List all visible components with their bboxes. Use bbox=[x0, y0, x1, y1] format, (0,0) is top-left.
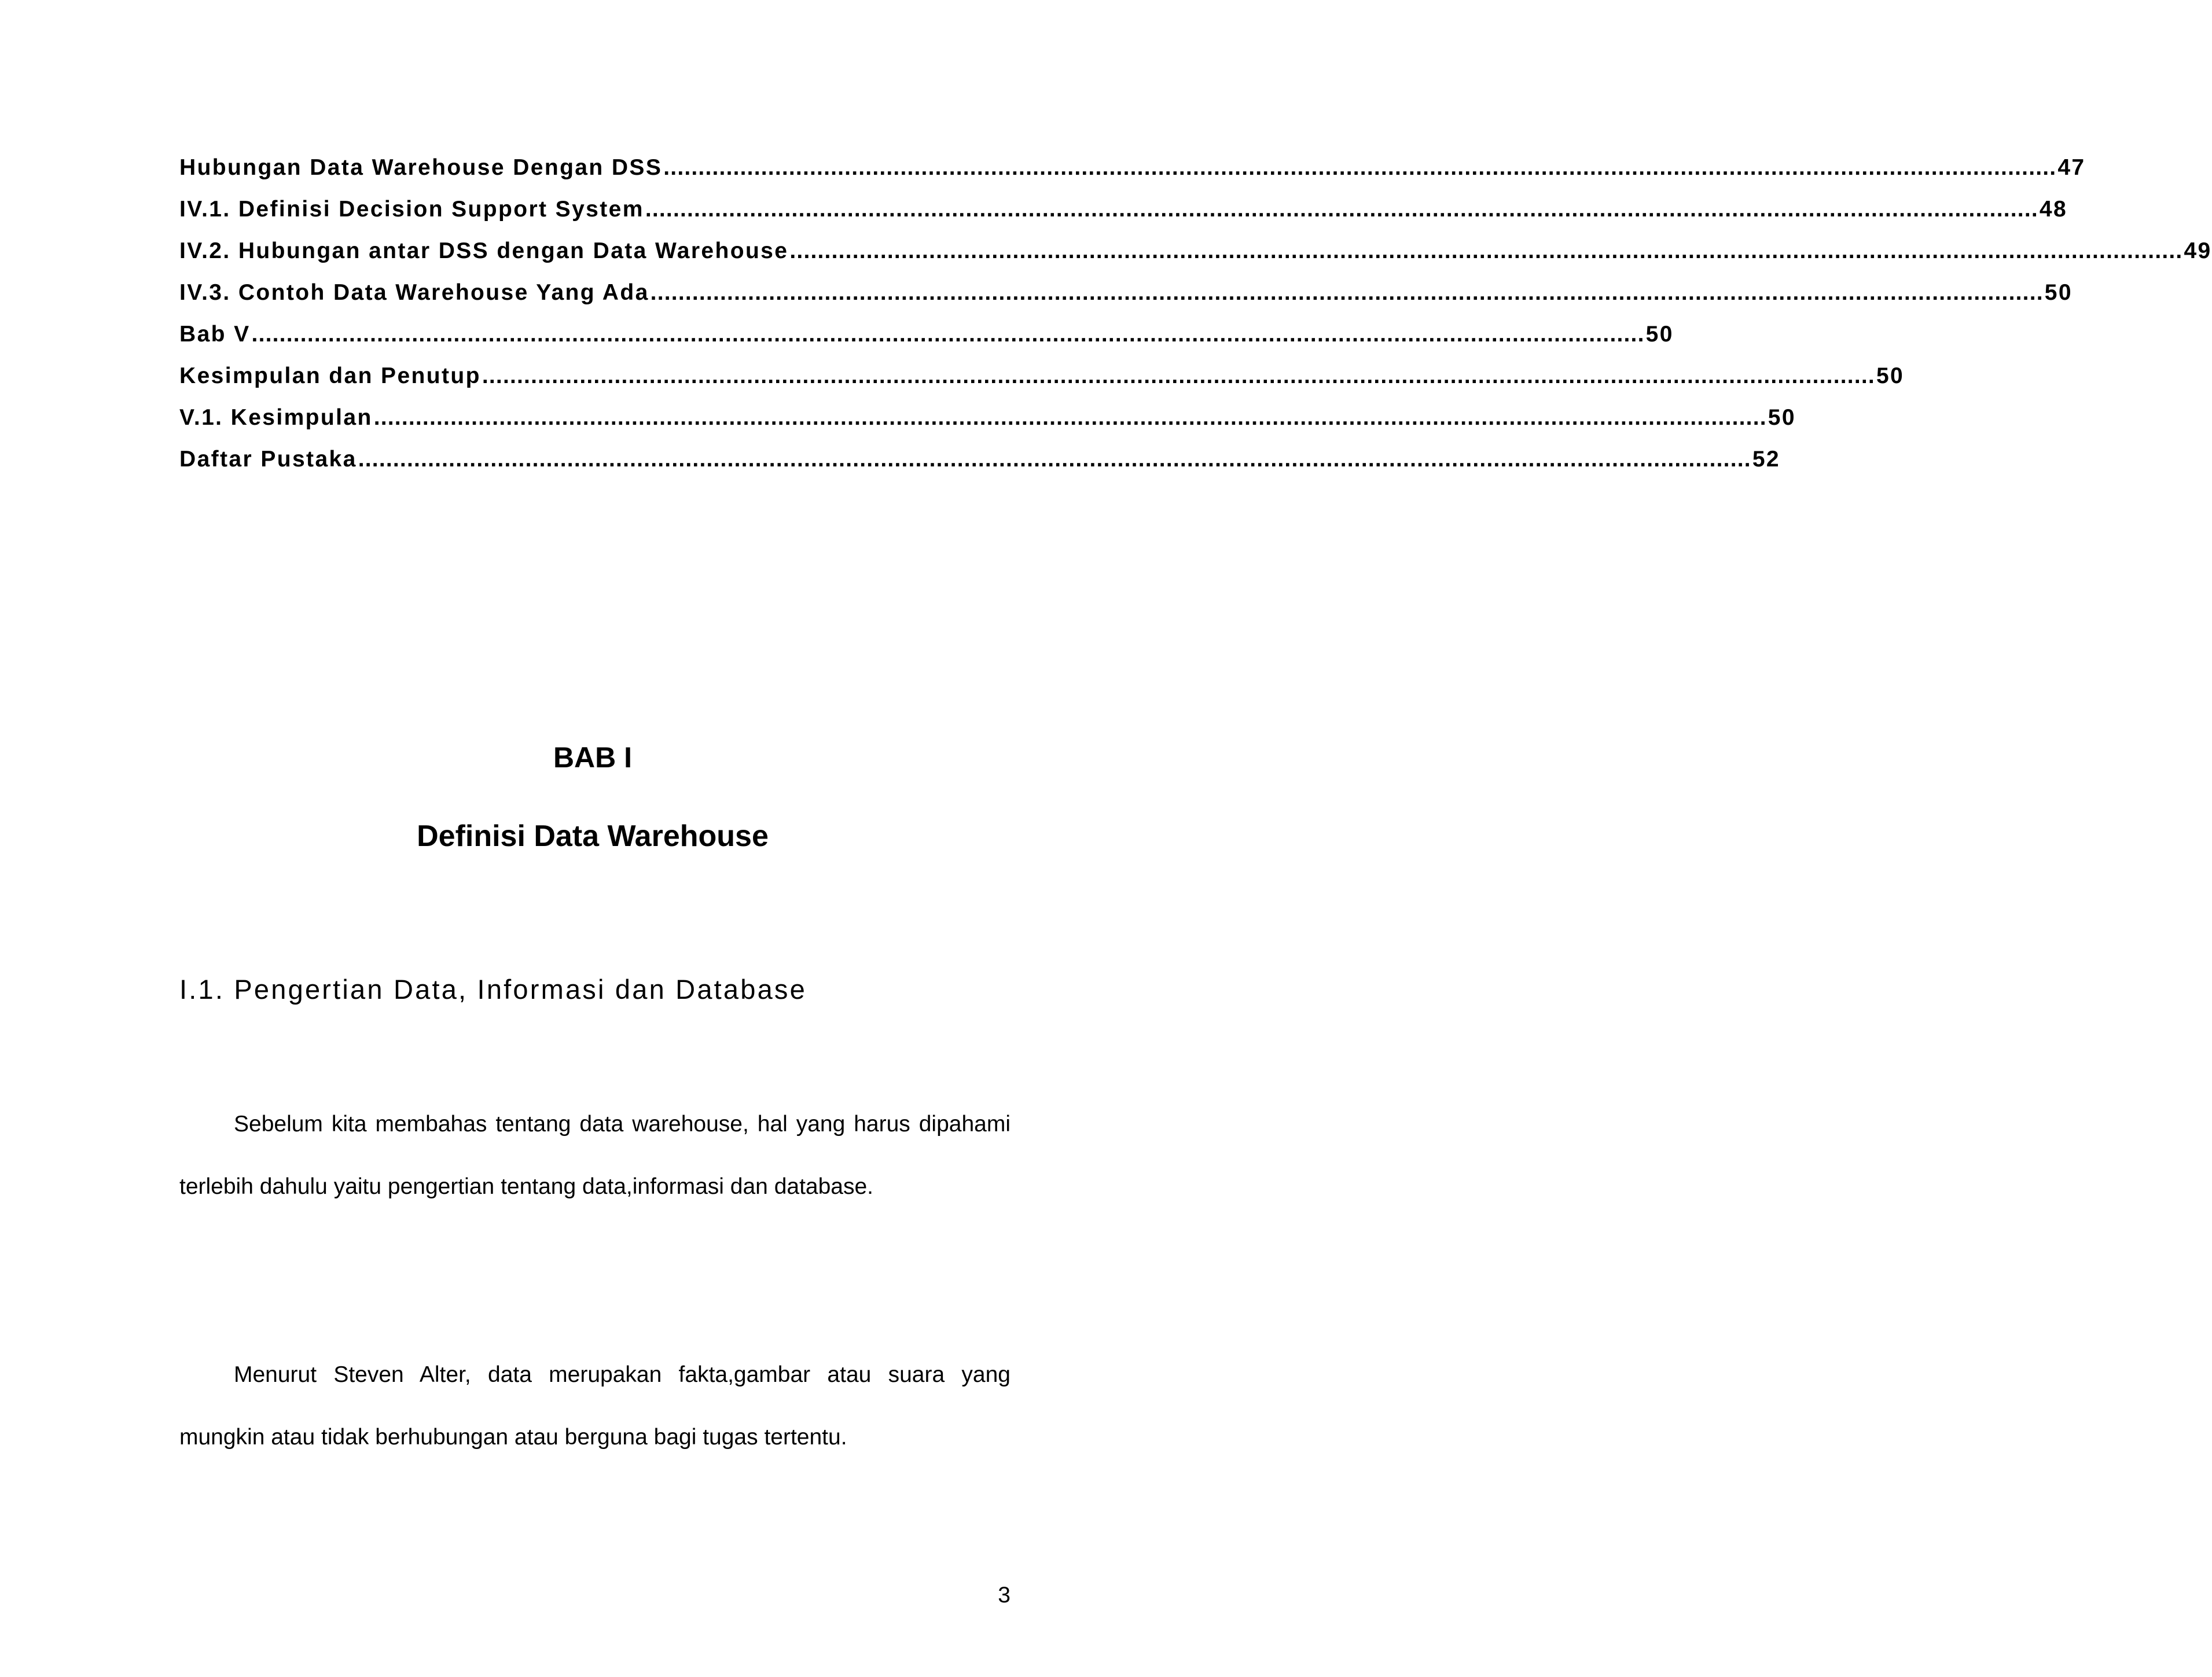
toc-entry-title: Bab V bbox=[179, 322, 251, 347]
toc-entry-page: 49 bbox=[2184, 238, 2212, 263]
toc-entry-title: IV.2. Hubungan antar DSS dengan Data Warehouse bbox=[179, 238, 789, 263]
toc-entry[interactable] bbox=[179, 238, 2212, 280]
toc-entry[interactable] bbox=[179, 155, 2086, 197]
body-paragraph bbox=[179, 1344, 1011, 1469]
toc-entry[interactable] bbox=[179, 280, 2073, 322]
toc-leader-dots: ........................................................................................................................................................................................................ bbox=[650, 280, 2044, 305]
toc-leader-dots: ........................................................................................................................................................................................................ bbox=[482, 363, 1875, 388]
toc-entry[interactable] bbox=[179, 447, 1780, 488]
toc-entry-page: 50 bbox=[1768, 405, 1796, 430]
toc-entry-title: Kesimpulan dan Penutup bbox=[179, 363, 481, 388]
toc-entry[interactable] bbox=[179, 197, 2068, 238]
toc-entry[interactable] bbox=[179, 363, 1905, 405]
toc-entry-title: IV.3. Contoh Data Warehouse Yang Ada bbox=[179, 280, 649, 305]
toc-leader-dots: ........................................................................................................................................................................................................ bbox=[251, 322, 1645, 347]
toc-entry-page: 52 bbox=[1752, 447, 1780, 472]
toc-entry-page: 50 bbox=[1645, 322, 1674, 347]
toc-leader-dots: ........................................................................................................................................................................................................ bbox=[663, 155, 2057, 180]
page-number: 3 bbox=[998, 1583, 1011, 1608]
toc-leader-dots: ........................................................................................................................................................................................................ bbox=[645, 197, 2038, 222]
body-paragraph bbox=[179, 1093, 1011, 1218]
paragraph-text: Sebelum kita membahas tentang data warehouse, hal yang harus dipahami terlebih dahulu yaitu pengertian tentang data,informasi dan database. bbox=[179, 1112, 1011, 1199]
toc-entry-page: 48 bbox=[2039, 197, 2068, 222]
toc-leader-dots: ........................................................................................................................................................................................................ bbox=[358, 447, 1751, 472]
toc-entry-title: Daftar Pustaka bbox=[179, 447, 357, 472]
toc-leader-dots: ........................................................................................................................................................................................................ bbox=[789, 238, 2183, 263]
toc-entry-page: 50 bbox=[2044, 280, 2073, 305]
toc-entry-title: IV.1. Definisi Decision Support System bbox=[179, 197, 644, 222]
chapter-label: BAB I bbox=[553, 741, 633, 774]
chapter-title: Definisi Data Warehouse bbox=[417, 819, 769, 853]
toc-entry-page: 50 bbox=[1876, 363, 1905, 388]
toc-entry-title: V.1. Kesimpulan bbox=[179, 405, 373, 430]
toc-entry[interactable] bbox=[179, 322, 1674, 363]
section-heading: I.1. Pengertian Data, Informasi dan Database bbox=[179, 974, 807, 1005]
toc-entry-page: 47 bbox=[2057, 155, 2086, 180]
toc-entry-title: Hubungan Data Warehouse Dengan DSS bbox=[179, 155, 663, 180]
table-of-contents bbox=[179, 155, 2212, 488]
paragraph-text: Menurut Steven Alter, data merupakan fakta,gambar atau suara yang mungkin atau tidak berhubungan atau berguna bagi tugas tertentu. bbox=[179, 1362, 1011, 1450]
toc-entry[interactable] bbox=[179, 405, 1796, 447]
toc-leader-dots: ........................................................................................................................................................................................................ bbox=[373, 405, 1767, 430]
